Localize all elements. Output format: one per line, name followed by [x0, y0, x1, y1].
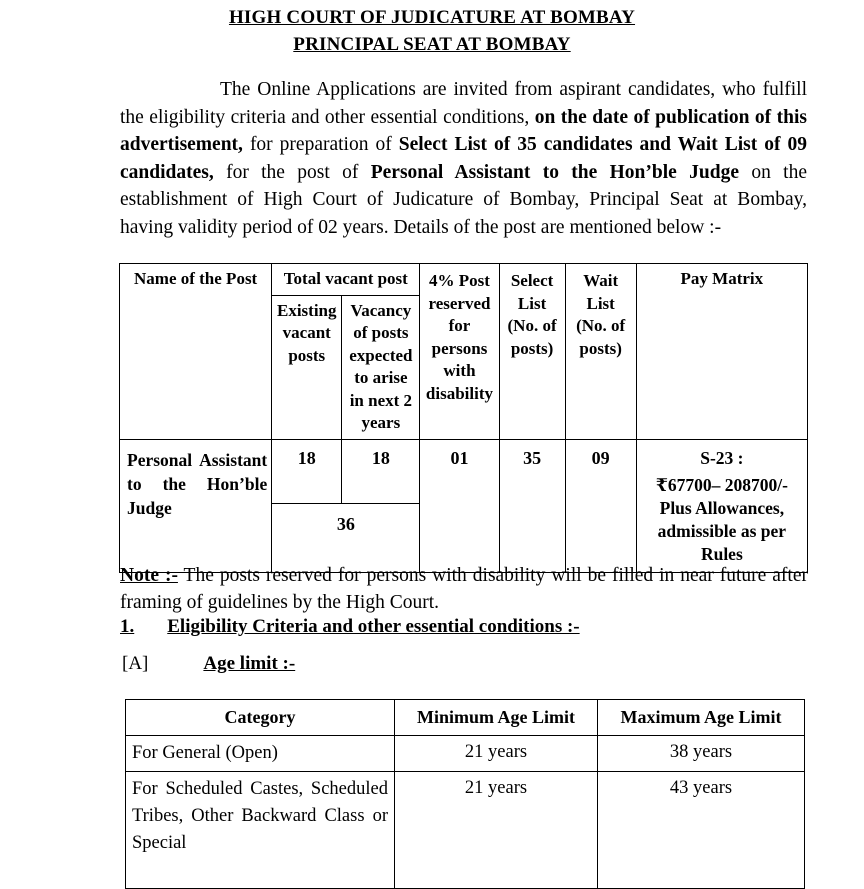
- header-reserved-disability: 4% Post reserved for persons with disability: [420, 264, 499, 440]
- table-row: [126, 736, 805, 772]
- age-cell-category-general: For General (Open): [126, 736, 395, 772]
- note-text: The posts reserved for persons with disability will be filled in near future after framing of guidelines by the High Court.: [120, 565, 808, 613]
- header-existing-vacant-posts: Existing vacant posts: [272, 295, 342, 439]
- cell-wait-list: 09: [565, 439, 636, 572]
- cell-name-of-post: Personal Assistant to the Hon’ble Judge: [120, 439, 272, 572]
- table-row: [126, 772, 805, 889]
- subsection-a-title: Age limit :-: [203, 653, 296, 674]
- cell-pay-matrix: [636, 439, 807, 572]
- cell-total-vacancies: 36: [272, 504, 420, 572]
- header-pay-matrix: Pay Matrix: [636, 264, 807, 440]
- pay-matrix-detail: ₹67700– 208700/- Plus Allowances, admissible as per Rules: [655, 474, 788, 564]
- page-subtitle: [0, 32, 864, 58]
- document-page: [0, 5, 864, 853]
- subsection-a-heading: [122, 651, 295, 677]
- age-header-max: Maximum Age Limit: [598, 700, 805, 736]
- cell-existing-vacant-posts: 18: [272, 439, 342, 504]
- header-wait-list: Wait List (No. of posts): [565, 264, 636, 440]
- age-cell-category-reserved: For Scheduled Castes, Scheduled Tribes, Other Backward Class or Special: [126, 772, 395, 889]
- header-name-of-post: Name of the Post: [120, 264, 272, 440]
- age-cell-min-reserved: 21 years: [395, 772, 598, 889]
- cell-reserved-disability: 01: [420, 439, 499, 572]
- header-select-list: Select List (No. of posts): [499, 264, 565, 440]
- intro-text-1: The Online Applications are invited from aspirant candidates, who fulfill the eligibility criteria and other essential conditions,: [120, 79, 807, 128]
- age-cell-min-general: 21 years: [395, 736, 598, 772]
- intro-paragraph: [120, 76, 807, 242]
- pay-matrix-level: S-23 :: [700, 447, 744, 468]
- section-1-heading: [120, 614, 580, 640]
- header-vacancy-expected: Vacancy of posts expected to arise in next 2 years: [342, 295, 420, 439]
- age-header-category: Category: [126, 700, 395, 736]
- page-title-text: HIGH COURT OF JUDICATURE AT BOMBAY: [228, 7, 636, 28]
- age-limit-table: [125, 699, 805, 889]
- section-1-title: Eligibility Criteria and other essential conditions :-: [167, 616, 580, 637]
- intro-bold-1: on the date of publication of this advertisement,: [120, 106, 807, 156]
- table-row: [120, 439, 808, 504]
- note-label: Note :-: [120, 565, 178, 586]
- intro-text-3: for the post of: [213, 161, 371, 183]
- age-table-header-row: [126, 700, 805, 736]
- subsection-a-tag: [A]: [122, 653, 149, 674]
- intro-bold-2: Select List of 35 candidates and Wait List of 09 candidates,: [120, 134, 807, 183]
- vacancy-table: [119, 263, 808, 573]
- cell-vacancy-expected: 18: [342, 439, 420, 504]
- header-total-vacant-post: Total vacant post: [272, 264, 420, 296]
- note-paragraph: [120, 562, 808, 616]
- age-cell-max-general: 38 years: [598, 736, 805, 772]
- page-subtitle-text: PRINCIPAL SEAT AT BOMBAY: [293, 34, 571, 55]
- table-header-row-1: [120, 264, 808, 296]
- age-cell-max-reserved: 43 years: [598, 772, 805, 889]
- intro-text-2: for preparation of: [242, 134, 399, 156]
- cell-select-list: 35: [499, 439, 565, 572]
- age-header-min: Minimum Age Limit: [395, 700, 598, 736]
- page-title: [0, 5, 864, 31]
- intro-bold-3: Personal Assistant to the Hon’ble Judge: [370, 161, 739, 183]
- section-1-number: 1.: [120, 616, 135, 637]
- intro-text-4: on the establishment of High Court of Judicature of Bombay, Principal Seat at Bombay, having validity period of 02 years. Details of the post are mentioned below :-: [120, 161, 807, 238]
